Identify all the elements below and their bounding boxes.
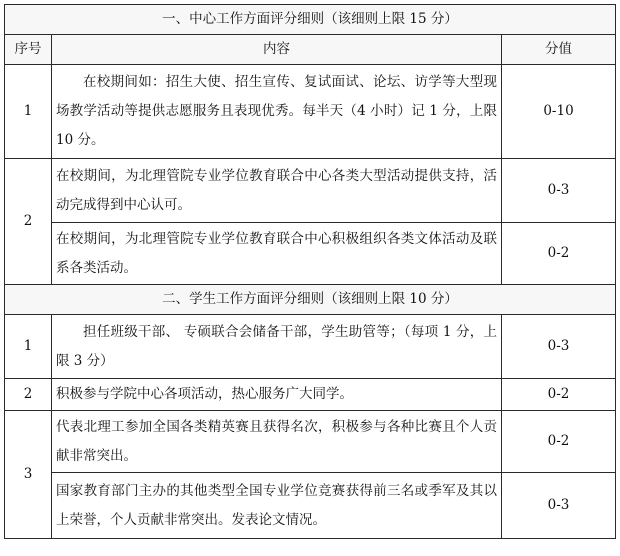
section-title-student-work: 二、学生工作方面评分细则（该细则上限 10 分） [5, 285, 616, 315]
row-score: 0-3 [502, 159, 616, 223]
row-content: 在校期间如：招生大使、招生宣传、复试面试、论坛、访学等大型现场教学活动等提供志愿服务且表现优秀。每半天（4 小时）记 1 分，上限 10 分。 [52, 65, 502, 159]
section-title-central-work: 一、中心工作方面评分细则（该细则上限 15 分） [5, 5, 616, 35]
row-number: 1 [5, 315, 52, 379]
row-content: 国家教育部门主办的其他类型全国专业学位竞赛获得前三名或季军及其以上荣誉，个人贡献非常突出。发表论文情况。 [52, 473, 502, 539]
header-no: 序号 [5, 35, 52, 65]
table-row [5, 159, 616, 223]
table-row [5, 223, 616, 285]
table-row [5, 411, 616, 473]
header-content: 内容 [52, 35, 502, 65]
table-row [5, 315, 616, 379]
row-number: 3 [5, 411, 52, 539]
table-row [5, 379, 616, 411]
row-score: 0-3 [502, 315, 616, 379]
row-number: 2 [5, 379, 52, 411]
header-score: 分值 [502, 35, 616, 65]
row-score: 0-2 [502, 411, 616, 473]
row-score: 0-10 [502, 65, 616, 159]
row-number: 1 [5, 65, 52, 159]
table-row [5, 65, 616, 159]
row-number: 2 [5, 159, 52, 285]
row-score: 0-2 [502, 379, 616, 411]
row-score: 0-3 [502, 473, 616, 539]
row-score: 0-2 [502, 223, 616, 285]
row-content: 代表北理工参加全国各类精英赛且获得名次，积极参与各种比赛且个人贡献非常突出。 [52, 411, 502, 473]
section-header-row [5, 285, 616, 315]
row-content: 在校期间，为北理管院专业学位教育联合中心积极组织各类文体活动及联系各类活动。 [52, 223, 502, 285]
table-row [5, 473, 616, 539]
section-header-row [5, 5, 616, 35]
row-content: 担任班级干部、 专硕联合会储备干部，学生助管等；（每项 1 分，上限 3 分） [52, 315, 502, 379]
row-content: 积极参与学院中心各项活动，热心服务广大同学。 [52, 379, 502, 411]
row-content: 在校期间，为北理管院专业学位教育联合中心各类大型活动提供支持，活动完成得到中心认可。 [52, 159, 502, 223]
scoring-rules-table [4, 4, 616, 539]
column-header-row [5, 35, 616, 65]
